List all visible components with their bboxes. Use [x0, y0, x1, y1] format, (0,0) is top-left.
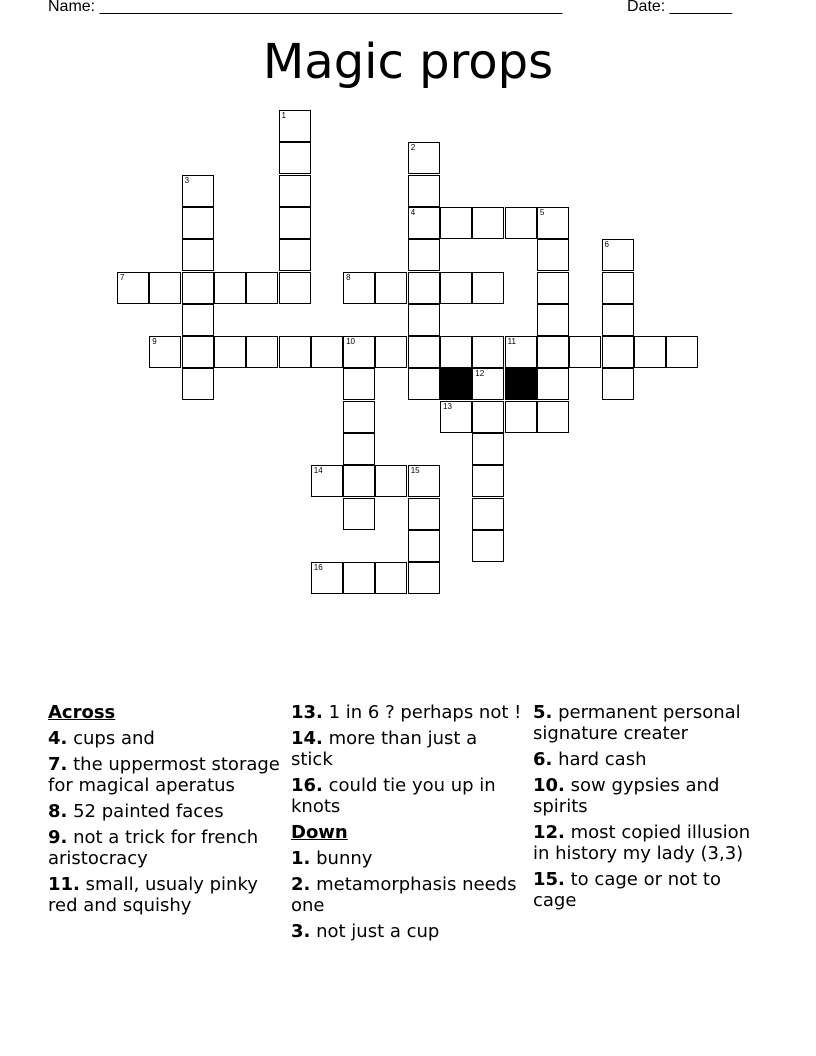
- crossword-cell[interactable]: [343, 562, 375, 594]
- crossword-cell[interactable]: [602, 239, 634, 271]
- crossword-cell[interactable]: [375, 562, 407, 594]
- crossword-cell[interactable]: [214, 336, 246, 368]
- crossword-cell[interactable]: [279, 272, 311, 304]
- clue-down-6: [533, 749, 765, 770]
- crossword-cell[interactable]: [343, 401, 375, 433]
- clue-text: bunny: [316, 848, 373, 869]
- crossword-cell[interactable]: [182, 175, 214, 207]
- crossword-cell[interactable]: [279, 110, 311, 142]
- crossword-cell[interactable]: [408, 304, 440, 336]
- crossword-cell[interactable]: [279, 336, 311, 368]
- clue-down-3: [291, 921, 523, 942]
- clue-number: 14.: [291, 728, 323, 749]
- crossword-cell[interactable]: [634, 336, 666, 368]
- crossword-cell[interactable]: [537, 368, 569, 400]
- crossword-cell[interactable]: [311, 336, 343, 368]
- crossword-black-cell: [505, 368, 537, 400]
- clue-number: 15.: [533, 869, 565, 890]
- crossword-cell[interactable]: [505, 207, 537, 239]
- crossword-cell[interactable]: [408, 336, 440, 368]
- cell-number: 5: [539, 207, 545, 217]
- clue-number: 12.: [533, 822, 565, 843]
- cell-number: 2: [410, 143, 416, 153]
- clue-text: not just a cup: [316, 921, 440, 942]
- clue-text: permanent personal signature creater: [533, 702, 741, 744]
- crossword-cell[interactable]: [472, 530, 504, 562]
- clue-number: 5.: [533, 702, 553, 723]
- crossword-cell[interactable]: [182, 239, 214, 271]
- cell-number: 16: [313, 563, 323, 573]
- cell-number: 11: [507, 337, 516, 347]
- clue-text: metamorphasis needs one: [291, 874, 517, 916]
- crossword-cell[interactable]: [537, 272, 569, 304]
- crossword-cell[interactable]: [472, 368, 504, 400]
- crossword-cell[interactable]: [311, 562, 343, 594]
- crossword-cell[interactable]: [279, 239, 311, 271]
- clue-text: hard cash: [558, 749, 647, 770]
- cell-number: 9: [152, 337, 157, 347]
- crossword-cell[interactable]: [537, 304, 569, 336]
- cell-number: 6: [604, 240, 609, 250]
- crossword-cell[interactable]: [472, 207, 504, 239]
- crossword-cell[interactable]: [343, 433, 375, 465]
- crossword-cell[interactable]: [602, 304, 634, 336]
- crossword-cell[interactable]: [472, 498, 504, 530]
- crossword-cell[interactable]: [343, 336, 375, 368]
- crossword-cell[interactable]: [602, 336, 634, 368]
- down-heading: Down: [291, 822, 348, 843]
- clue-across-11: [48, 874, 280, 916]
- clue-text: sow gypsies and spirits: [533, 775, 720, 817]
- clue-across-16: [291, 775, 523, 817]
- crossword-cell[interactable]: [408, 562, 440, 594]
- crossword-cell[interactable]: [408, 175, 440, 207]
- cell-number: 8: [346, 272, 351, 282]
- crossword-cell[interactable]: [149, 336, 181, 368]
- crossword-cell[interactable]: [182, 272, 214, 304]
- clue-number: 11.: [48, 874, 80, 895]
- crossword-cell[interactable]: [537, 401, 569, 433]
- cell-number: 3: [184, 175, 190, 185]
- clue-down-12: [533, 822, 765, 864]
- crossword-cell[interactable]: [149, 272, 181, 304]
- clue-number: 10.: [533, 775, 565, 796]
- clue-down-1: [291, 848, 523, 869]
- crossword-cell[interactable]: [117, 272, 149, 304]
- clue-across-9: [48, 827, 280, 869]
- cell-number: 12: [475, 369, 485, 379]
- crossword-cell[interactable]: [246, 336, 278, 368]
- crossword-cell[interactable]: [602, 368, 634, 400]
- clue-number: 1.: [291, 848, 311, 869]
- crossword-cell[interactable]: [472, 272, 504, 304]
- crossword-cell[interactable]: [440, 401, 472, 433]
- crossword-cell[interactable]: [537, 207, 569, 239]
- cell-number: 13: [443, 401, 452, 411]
- crossword-cell[interactable]: [666, 336, 698, 368]
- crossword-cell[interactable]: [182, 304, 214, 336]
- clue-across-13: [291, 702, 523, 723]
- crossword-cell[interactable]: [569, 336, 601, 368]
- clue-down-5: [533, 702, 765, 744]
- cell-number: 1: [281, 111, 286, 120]
- crossword-cell[interactable]: [472, 433, 504, 465]
- crossword-cell[interactable]: [408, 465, 440, 497]
- crossword-cell[interactable]: [602, 272, 634, 304]
- clue-text: most copied illusion in history my lady (3,3): [533, 822, 751, 864]
- crossword-cell[interactable]: [472, 465, 504, 497]
- clue-number: 8.: [48, 801, 68, 822]
- clue-number: 7.: [48, 754, 68, 775]
- crossword-cell[interactable]: [375, 336, 407, 368]
- clues-column-1: [48, 702, 280, 921]
- clue-across-7: [48, 754, 280, 796]
- clue-number: 6.: [533, 749, 553, 770]
- crossword-cell[interactable]: [343, 368, 375, 400]
- clue-text: the uppermost storage for magical aperatus: [48, 754, 280, 796]
- page-title: Magic props: [262, 34, 554, 90]
- crossword-cell[interactable]: [182, 368, 214, 400]
- crossword-cell[interactable]: [408, 142, 440, 174]
- clues-column-3: [533, 702, 765, 916]
- clue-number: 3.: [291, 921, 311, 942]
- crossword-cell[interactable]: [537, 336, 569, 368]
- crossword-cell[interactable]: [505, 336, 537, 368]
- clue-text: small, usualy pinky red and squishy: [48, 874, 258, 916]
- crossword-cell[interactable]: [440, 336, 472, 368]
- crossword-cell[interactable]: [408, 368, 440, 400]
- clue-text: could tie you up in knots: [291, 775, 496, 817]
- clue-number: 13.: [291, 702, 323, 723]
- clue-number: 4.: [48, 728, 68, 749]
- clue-text: cups and: [73, 728, 155, 749]
- clue-text: not a trick for french aristocracy: [48, 827, 259, 869]
- crossword-cell[interactable]: [408, 239, 440, 271]
- clue-down-15: [533, 869, 765, 911]
- crossword-cell[interactable]: [440, 272, 472, 304]
- crossword-cell[interactable]: [343, 465, 375, 497]
- crossword-cell[interactable]: [537, 239, 569, 271]
- crossword-cell[interactable]: [408, 498, 440, 530]
- crossword-cell[interactable]: [182, 207, 214, 239]
- clue-text: 52 painted faces: [73, 801, 224, 822]
- clue-text: 1 in 6 ? perhaps not !: [328, 702, 522, 723]
- clue-down-10: [533, 775, 765, 817]
- crossword-cell[interactable]: [343, 272, 375, 304]
- crossword-cell[interactable]: [440, 207, 472, 239]
- crossword-cell[interactable]: [472, 401, 504, 433]
- clue-number: 16.: [291, 775, 323, 796]
- clues-column-2: [291, 702, 523, 947]
- clue-across-8: [48, 801, 280, 822]
- crossword-cell[interactable]: [375, 465, 407, 497]
- clue-text: more than just a stick: [291, 728, 478, 770]
- across-heading: Across: [48, 702, 116, 723]
- crossword-cell[interactable]: [375, 272, 407, 304]
- crossword-cell[interactable]: [279, 175, 311, 207]
- date-field-label: Date: _______: [627, 0, 732, 15]
- clue-across-4: [48, 728, 280, 749]
- crossword-cell[interactable]: [408, 530, 440, 562]
- clue-down-2: [291, 874, 523, 916]
- crossword-black-cell: [440, 368, 472, 400]
- crossword-cell[interactable]: [472, 336, 504, 368]
- cell-number: 10: [346, 337, 355, 347]
- crossword-cell[interactable]: [279, 207, 311, 239]
- crossword-cell[interactable]: [343, 498, 375, 530]
- crossword-cell[interactable]: [214, 272, 246, 304]
- crossword-cell[interactable]: [279, 142, 311, 174]
- name-field-label: Name: ____________________________________________________: [48, 0, 563, 15]
- cell-number: 14: [313, 466, 323, 476]
- crossword-cell[interactable]: [182, 336, 214, 368]
- cell-number: 7: [120, 272, 125, 282]
- crossword-cell[interactable]: [408, 272, 440, 304]
- cell-number: 4: [410, 207, 416, 217]
- cell-number: 15: [410, 466, 420, 476]
- clue-number: 9.: [48, 827, 68, 848]
- clue-across-14: [291, 728, 523, 770]
- crossword-cell[interactable]: [408, 207, 440, 239]
- crossword-cell[interactable]: [246, 272, 278, 304]
- crossword-cell[interactable]: [505, 401, 537, 433]
- clue-number: 2.: [291, 874, 311, 895]
- crossword-cell[interactable]: [311, 465, 343, 497]
- clue-text: to cage or not to cage: [533, 869, 721, 911]
